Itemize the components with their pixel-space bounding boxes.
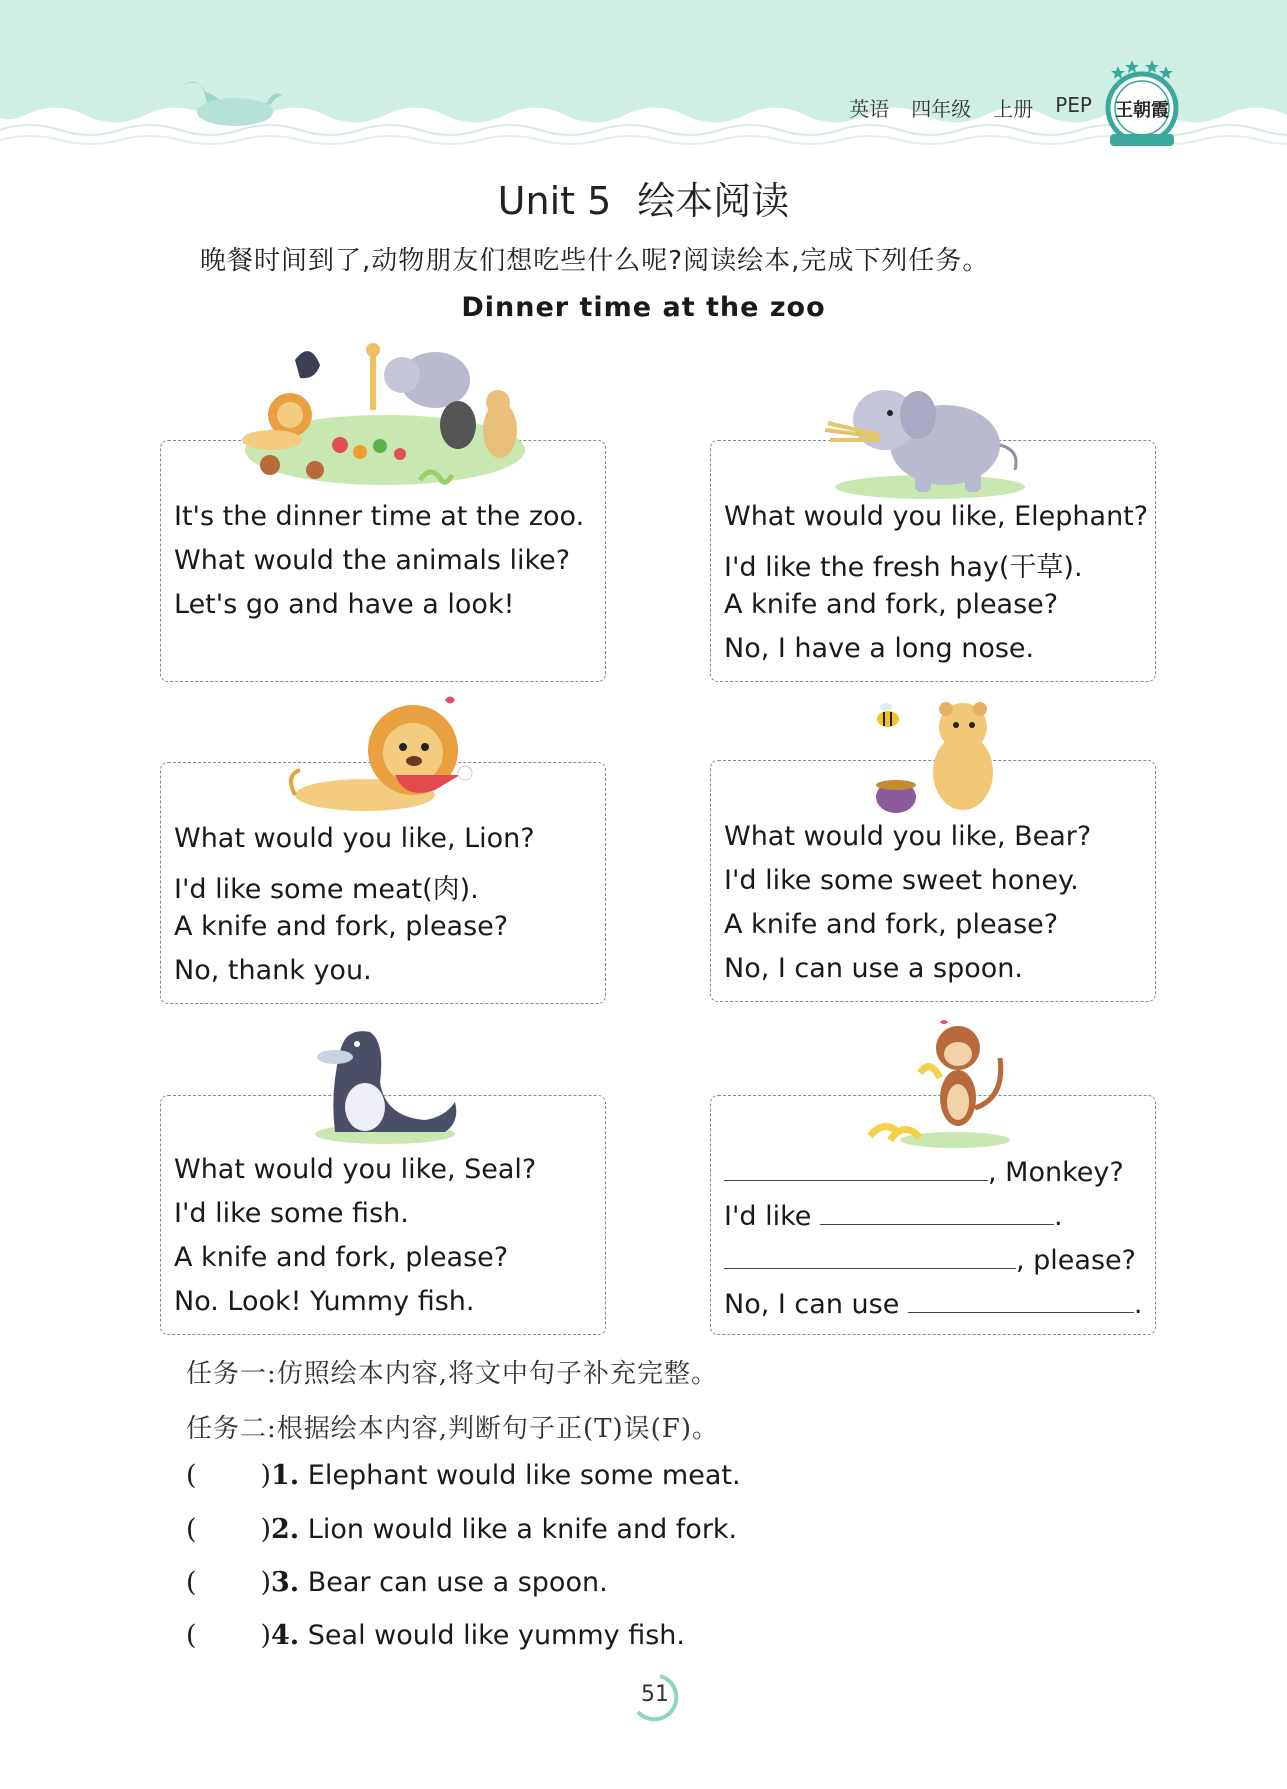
card-line: Let's go and have a look! [174,589,515,620]
card-line: I'd like some meat(肉). [174,874,479,905]
tf-item: ( ) 1. Elephant would like some meat. [186,1460,741,1491]
answer-paren[interactable]: ( ) [186,1460,271,1491]
card-line: I'd like . [724,1198,1063,1232]
card-line: , Monkey? [724,1154,1124,1188]
bear-illustration [868,697,1008,815]
tf-item: ( ) 4. Seal would like yummy fish. [186,1620,685,1651]
lion-illustration [285,695,485,820]
edition-label: PEP [1055,93,1092,117]
section-label: 绘本阅读 [637,179,790,223]
elephant-illustration [820,375,1035,500]
card-line: I'd like the fresh hay(干草). [724,552,1083,583]
card-line: No, I can use a spoon. [724,953,1023,984]
answer-paren[interactable]: ( ) [186,1514,271,1545]
card-line: A knife and fork, please? [174,911,509,942]
volume-label: 上册 [993,97,1034,121]
answer-blank[interactable] [724,1154,988,1181]
book-title: Dinner time at the zoo [461,292,826,323]
card-line: What would the animals like? [174,545,571,576]
page-number-text: 51 [641,1682,669,1707]
card-line: I'd like some fish. [174,1198,409,1229]
header-band [0,0,1287,160]
card-line: No, I have a long nose. [724,633,1035,664]
card-line: It's the dinner time at the zoo. [174,501,585,532]
unit-label: Unit 5 [497,179,612,223]
intro-text: 晚餐时间到了,动物朋友们想吃些什么呢?阅读绘本,完成下列任务。 [200,246,990,276]
tf-item: ( ) 3. Bear can use a spoon. [186,1567,608,1598]
answer-paren[interactable]: ( ) [186,1620,271,1651]
card-line: What would you like, Bear? [724,821,1092,852]
brand-badge [1102,58,1182,152]
card-line: , please? [724,1242,1136,1276]
tf-item: ( ) 2. Lion would like a knife and fork. [186,1514,738,1545]
card-line: No. Look! Yummy fish. [174,1286,475,1317]
task-one: 任务一:仿照绘本内容,将文中句子补充完整。 [186,1359,719,1389]
card-line: What would you like, Lion? [174,823,535,854]
zoo-animals-illustration [240,340,530,490]
subject-label: 英语 [849,97,890,121]
answer-paren[interactable]: ( ) [186,1567,271,1598]
answer-blank[interactable] [908,1286,1134,1313]
bee-icon [877,703,899,727]
card-line: No, I can use . [724,1286,1143,1320]
task-two: 任务二:根据绘本内容,判断句子正(T)误(F)。 [186,1414,719,1444]
header-meta [849,93,1092,122]
card-line: A knife and fork, please? [724,909,1059,940]
card-line: I'd like some sweet honey. [724,865,1079,896]
answer-blank[interactable] [820,1198,1054,1225]
page-title [0,170,1287,225]
card-line: What would you like, Elephant? [724,501,1149,532]
page-number [630,1672,680,1722]
seal-illustration [305,1022,465,1147]
brand-text: 王朝霞 [1115,100,1169,121]
card-line: A knife and fork, please? [174,1242,509,1273]
card-line: What would you like, Seal? [174,1154,537,1185]
card-line: No, thank you. [174,955,372,986]
answer-blank[interactable] [724,1242,1016,1269]
monkey-illustration [860,1018,1020,1153]
grade-label: 四年级 [911,97,972,121]
card-line: A knife and fork, please? [724,589,1059,620]
